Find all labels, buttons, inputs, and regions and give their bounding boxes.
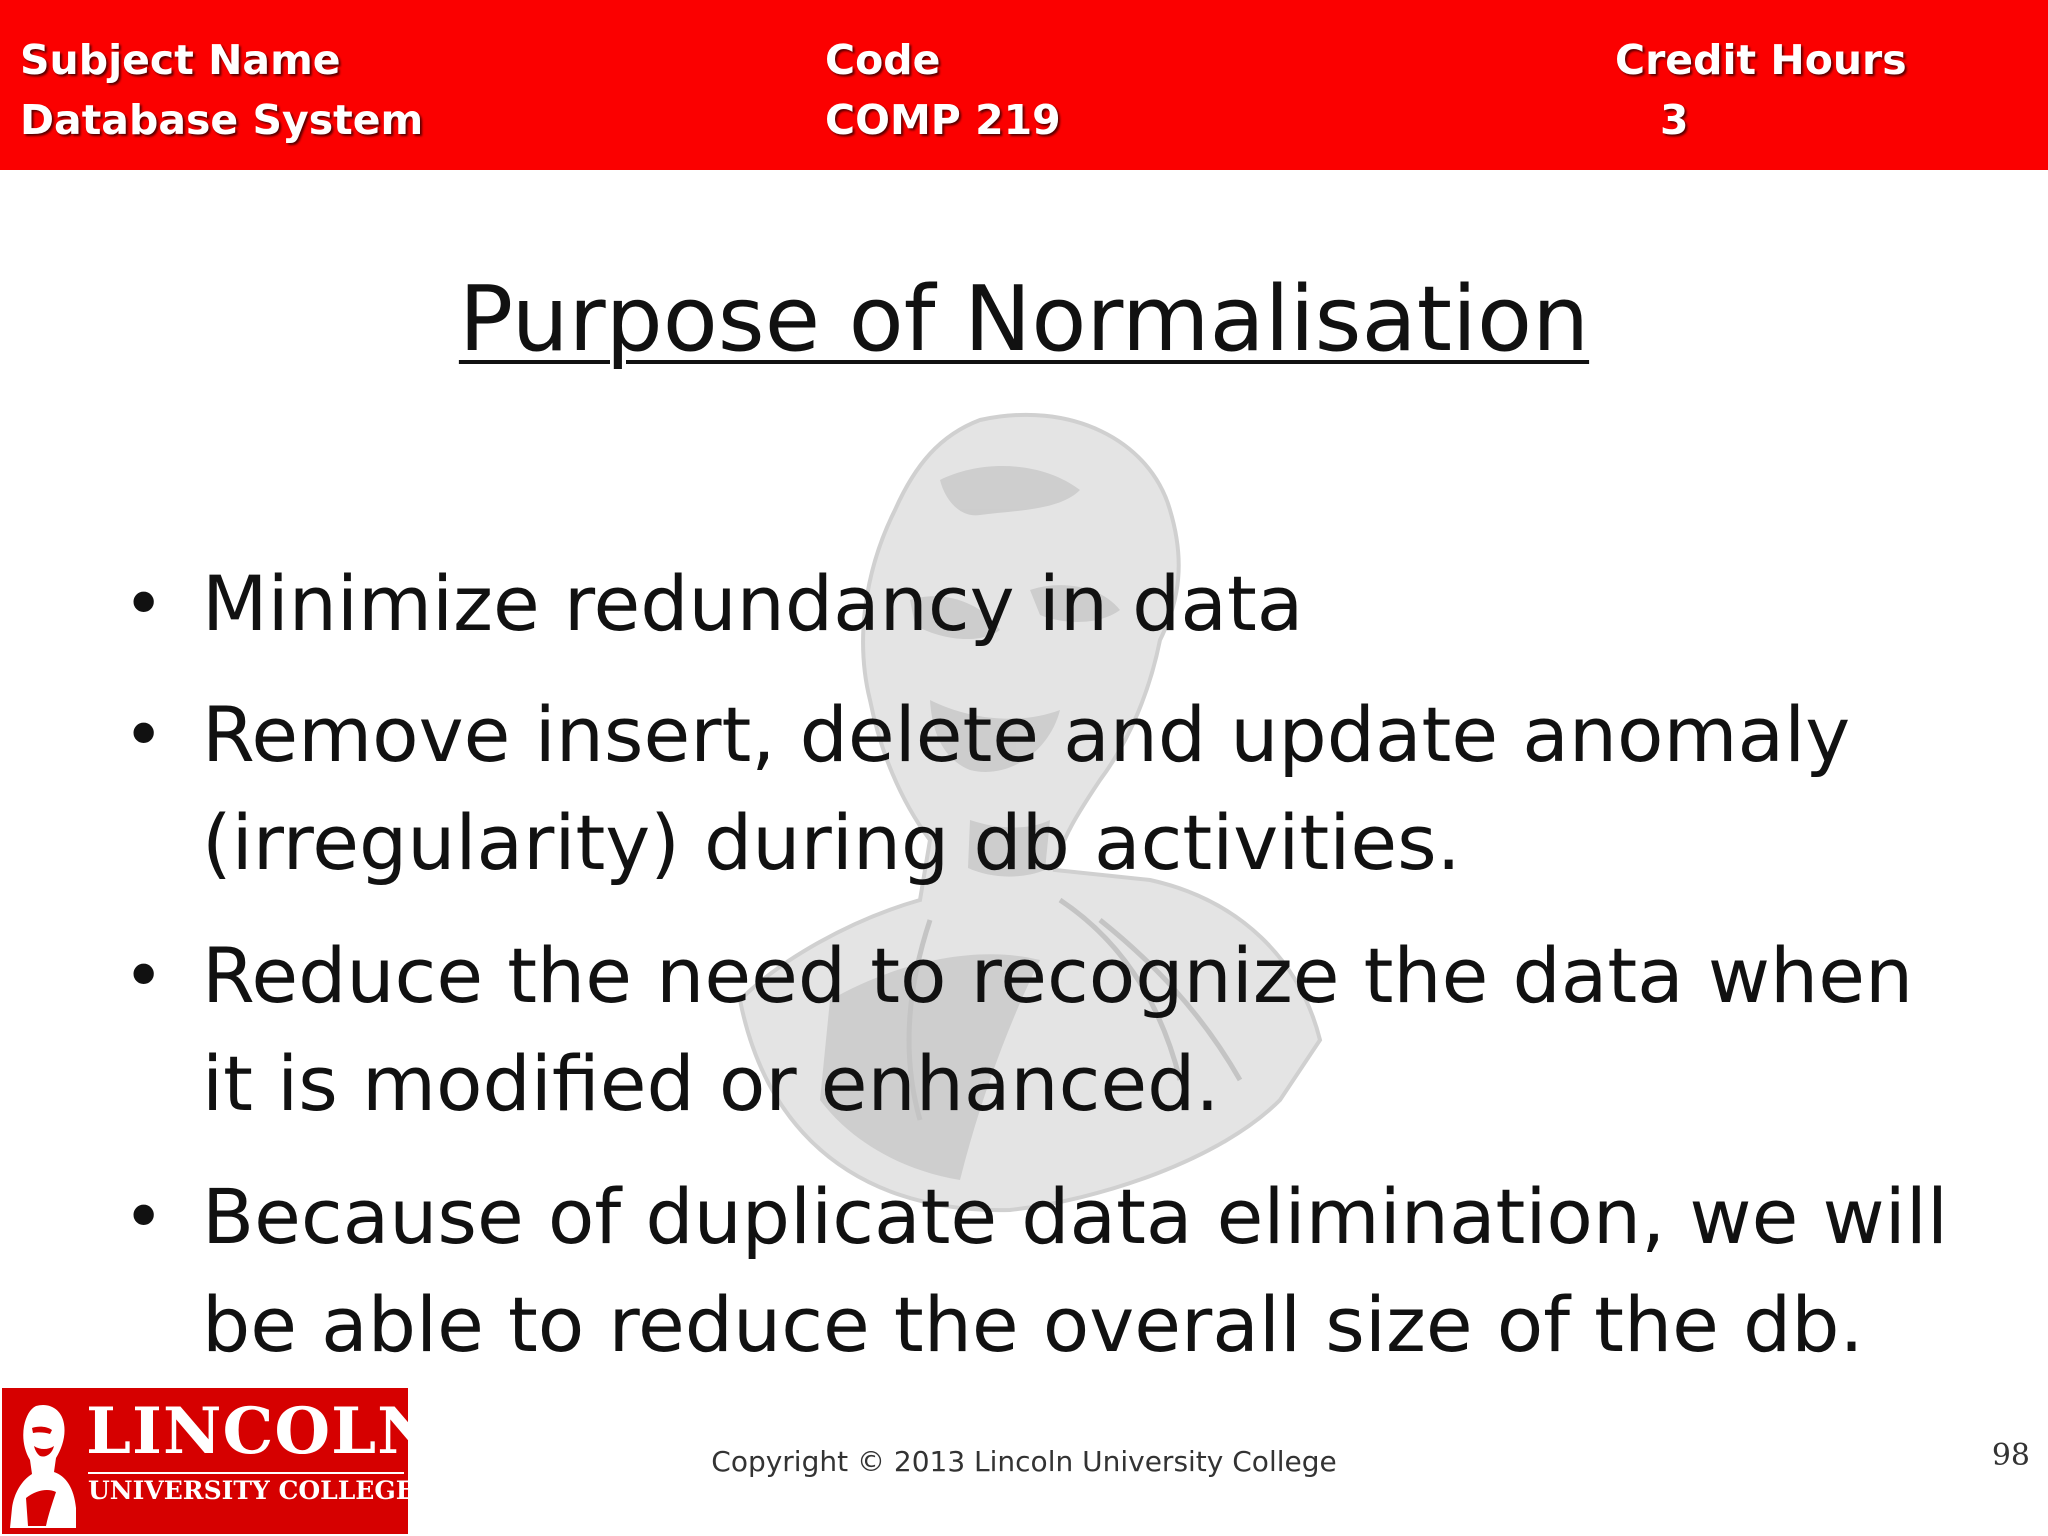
bullet-dot-icon: • <box>123 563 165 645</box>
bullet-text: Minimize redundancy in data <box>202 559 1304 648</box>
bullet-text: Remove insert, delete and update anomaly (irregularity) during db activities. <box>202 690 1851 887</box>
bullet-dot-icon: • <box>123 1176 165 1258</box>
code-value: COMP 219 <box>825 96 1061 144</box>
bullet-text: Because of duplicate data elimination, we will be able to reduce the overall size of the db. <box>202 1172 1948 1369</box>
bullet-dot-icon: • <box>123 694 165 776</box>
code-label: Code <box>825 36 941 84</box>
logo-name: LINCOLN <box>86 1394 437 1469</box>
bullet-text: Reduce the need to recognize the data when it is modified or enhanced. <box>202 931 1914 1128</box>
copyright-text: Copyright © 2013 Lincoln University College <box>711 1445 1337 1478</box>
slide-title: Purpose of Normalisation <box>458 267 1590 372</box>
subject-label: Subject Name <box>20 36 341 84</box>
credit-hours-value: 3 <box>1660 96 1689 144</box>
logo-subtitle: UNIVERSITY COLLEGE <box>88 1476 415 1505</box>
credit-hours-label: Credit Hours <box>1615 36 1907 84</box>
bullet-dot-icon: • <box>123 935 165 1017</box>
page-number: 98 <box>1991 1438 2030 1473</box>
subject-value: Database System <box>20 96 424 144</box>
